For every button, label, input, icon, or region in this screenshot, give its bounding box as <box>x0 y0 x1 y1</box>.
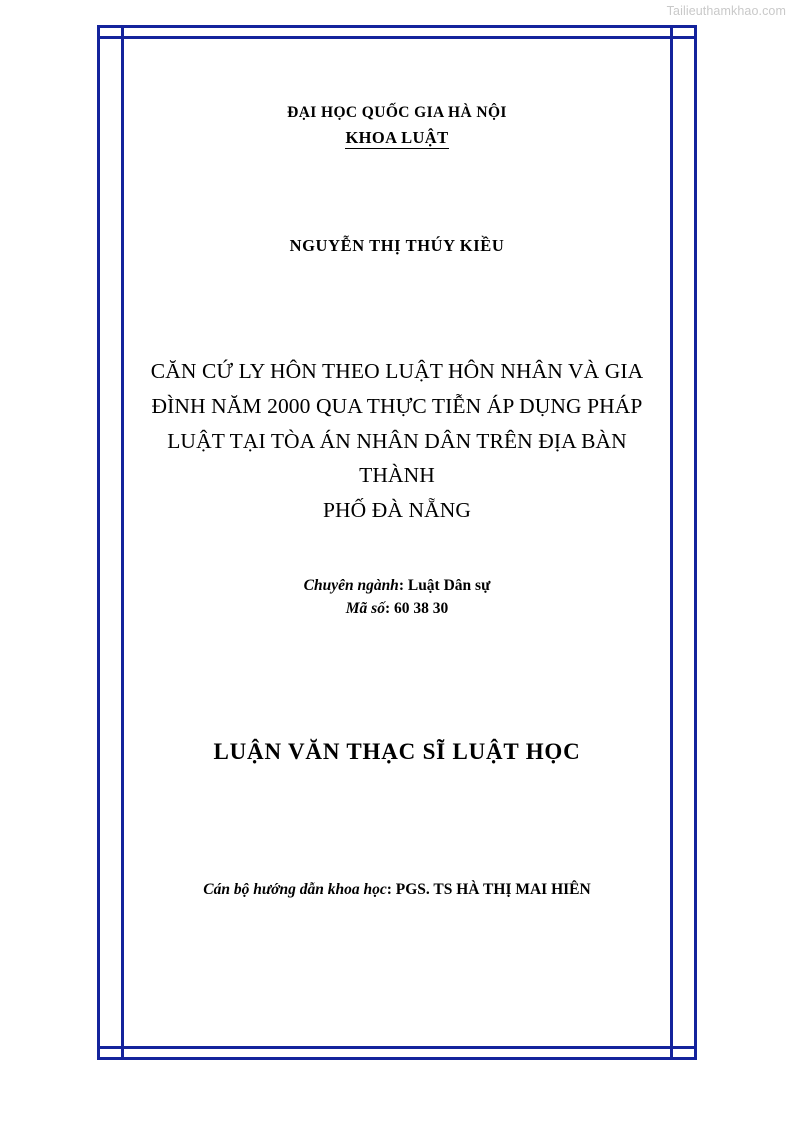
thesis-title-line: ĐÌNH NĂM 2000 QUA THỰC TIỄN ÁP DỤNG PHÁP <box>151 393 643 418</box>
corner-tick-top-left-v <box>121 25 124 36</box>
corner-tick-bottom-right-h <box>673 1046 697 1049</box>
supervisor-label: Cán bộ hướng dẫn khoa học <box>203 880 387 898</box>
major-label: Chuyên ngành <box>303 577 399 595</box>
corner-tick-top-right-v <box>670 25 673 36</box>
code-label: Mã số <box>345 600 385 618</box>
thesis-meta <box>121 574 673 621</box>
thesis-title-line: LUẬT TẠI TÒA ÁN NHÂN DÂN TRÊN ĐỊA BÀN THÀNH <box>167 428 627 488</box>
corner-tick-bottom-left-h <box>97 1046 121 1049</box>
title-page <box>121 36 673 1049</box>
corner-tick-top-left-h <box>97 36 121 39</box>
university-name: ĐẠI HỌC QUỐC GIA HÀ NỘI <box>287 104 507 121</box>
thesis-title-line: CĂN CỨ LY HÔN THEO LUẬT HÔN NHÂN VÀ GIA <box>150 359 644 383</box>
title-page-content <box>121 36 673 899</box>
thesis-title <box>121 354 673 528</box>
site-watermark: Tailieuthamkhao.com <box>666 4 786 18</box>
author-name: NGUYỄN THỊ THÚY KIỀU <box>289 236 505 255</box>
degree-line: LUẬN VĂN THẠC SĨ LUẬT HỌC <box>213 738 581 764</box>
supervisor-line <box>121 881 673 899</box>
corner-tick-top-right-h <box>673 36 697 39</box>
code-row <box>121 597 673 620</box>
faculty-name <box>121 128 673 148</box>
faculty-name-text: KHOA LUẬT <box>345 128 449 147</box>
thesis-title-line: PHỐ ĐÀ NẴNG <box>322 498 472 523</box>
major-row <box>121 574 673 597</box>
major-value: : Luật Dân sự <box>398 577 491 595</box>
supervisor-value: : PGS. TS HÀ THỊ MAI HIÊN <box>386 880 591 898</box>
code-value: : 60 38 30 <box>384 600 449 618</box>
